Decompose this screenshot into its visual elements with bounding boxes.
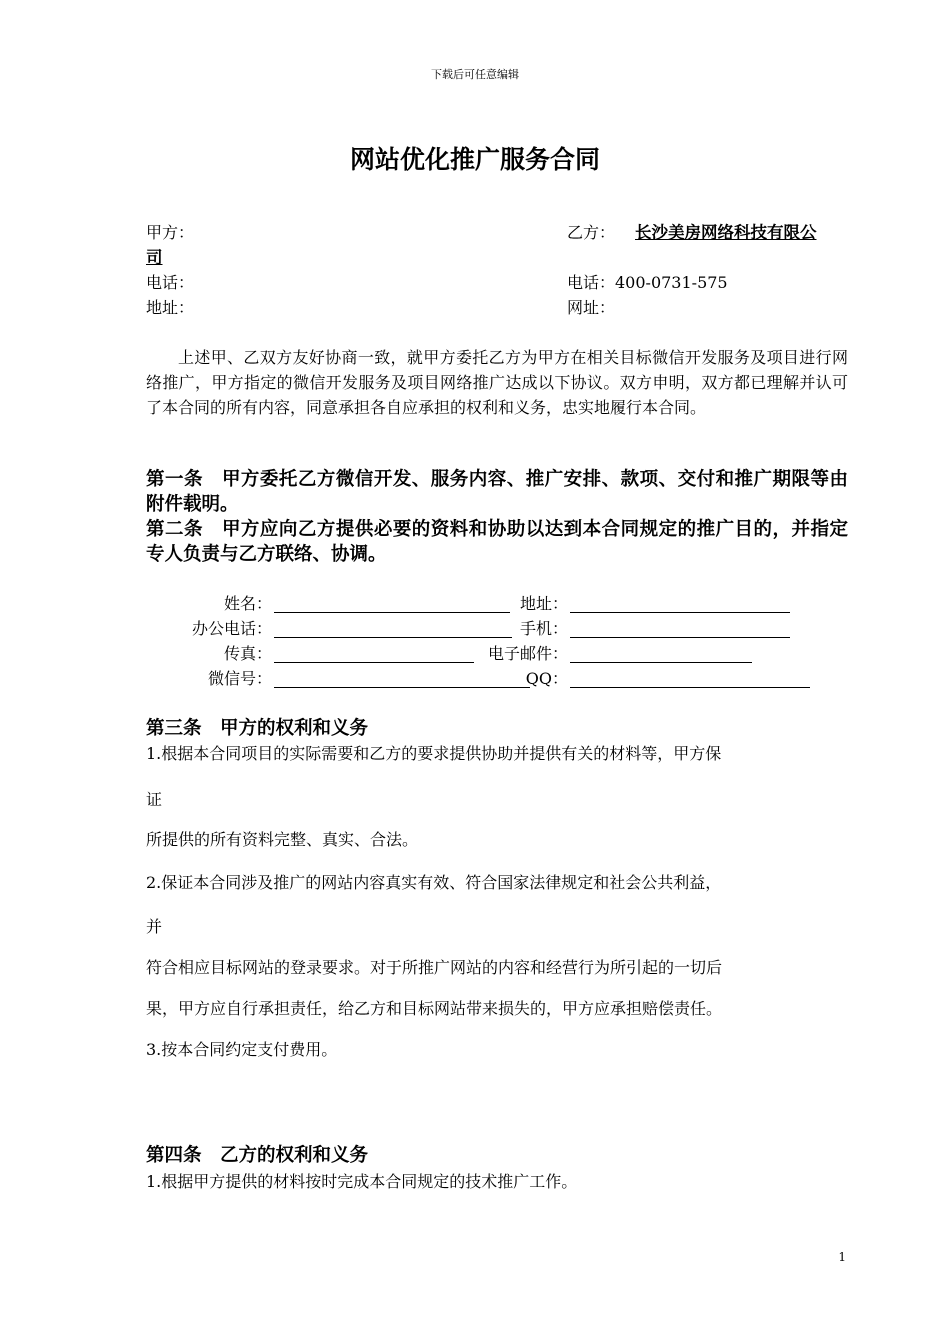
mobile-field[interactable] (570, 637, 790, 638)
article-2: 第二条 甲方应向乙方提供必要的资料和协助以达到本合同规定的推广目的，并指定专人负责与乙方联络、协调。 (146, 519, 848, 565)
party-b-phone: 电话：400-0731-575 (567, 273, 728, 292)
party-b-name-cont: 司 (146, 248, 163, 267)
party-a-label: 甲方： (146, 223, 195, 242)
fax-field[interactable] (274, 662, 474, 663)
wechat-label: 微信号： (207, 669, 272, 688)
name-field[interactable] (274, 612, 510, 613)
page-title: 网站优化推广服务合同 (349, 145, 600, 174)
party-b-name: 长沙美房网络科技有限公 (635, 223, 817, 242)
party-b-website-label: 网址： (567, 298, 616, 317)
party-a-address-label: 地址： (146, 298, 195, 317)
wechat-field[interactable] (274, 687, 530, 688)
article-3-heading: 第三条 甲方的权利和义务 (146, 718, 369, 739)
article-3-item-1: 1.根据本合同项目的实际需要和乙方的要求提供协助并提供有关的材料等，甲方保 (146, 744, 722, 763)
article-3-item-1-cont2: 所提供的所有资料完整、真实、合法。 (146, 830, 419, 849)
address-field[interactable] (570, 612, 790, 613)
party-b-label: 乙方： (567, 223, 616, 242)
article-3-item-2-cont: 并 (146, 917, 163, 936)
office-phone-label: 办公电话： (191, 619, 272, 638)
email-field[interactable] (570, 662, 752, 663)
name-label: 姓名： (223, 594, 272, 613)
header-note: 下载后可任意编辑 (431, 68, 519, 81)
mobile-label: 手机： (519, 619, 568, 638)
email-label: 电子邮件： (487, 644, 568, 663)
article-3-item-2-cont3: 果，甲方应自行承担责任，给乙方和目标网站带来损失的，甲方应承担赔偿责任。 (146, 999, 723, 1018)
article-3-item-3: 3.按本合同约定支付费用。 (146, 1040, 338, 1059)
article-3-item-2-cont2: 符合相应目标网站的登录要求。对于所推广网站的内容和经营行为所引起的一切后 (146, 958, 723, 977)
article-3-item-1-cont: 证 (146, 790, 163, 809)
page-number: 1 (838, 1250, 846, 1264)
office-phone-field[interactable] (274, 637, 512, 638)
fax-label: 传真： (223, 644, 272, 663)
address-field-label: 地址： (519, 594, 568, 613)
article-3-item-2: 2.保证本合同涉及推广的网站内容真实有效、符合国家法律规定和社会公共利益， (146, 873, 722, 892)
article-4-heading: 第四条 乙方的权利和义务 (146, 1145, 369, 1166)
article-1: 第一条 甲方委托乙方微信开发、服务内容、推广安排、款项、交付和推广期限等由附件载明。 (146, 469, 848, 515)
party-a-phone-label: 电话： (146, 273, 195, 292)
qq-field[interactable] (570, 687, 810, 688)
qq-label: QQ： (525, 669, 568, 688)
article-4-item-1: 1.根据甲方提供的材料按时完成本合同规定的技术推广工作。 (146, 1172, 578, 1191)
intro-paragraph: 上述甲、乙双方友好协商一致，就甲方委托乙方为甲方在相关目标微信开发服务及项目进行网络推广，甲方指定的微信开发服务及项目网络推广达成以下协议。双方申明，双方都已理解并认可了本合同的所有内容，同意承担各自应承担的权利和义务，忠实地履行本合同。 (146, 348, 848, 417)
